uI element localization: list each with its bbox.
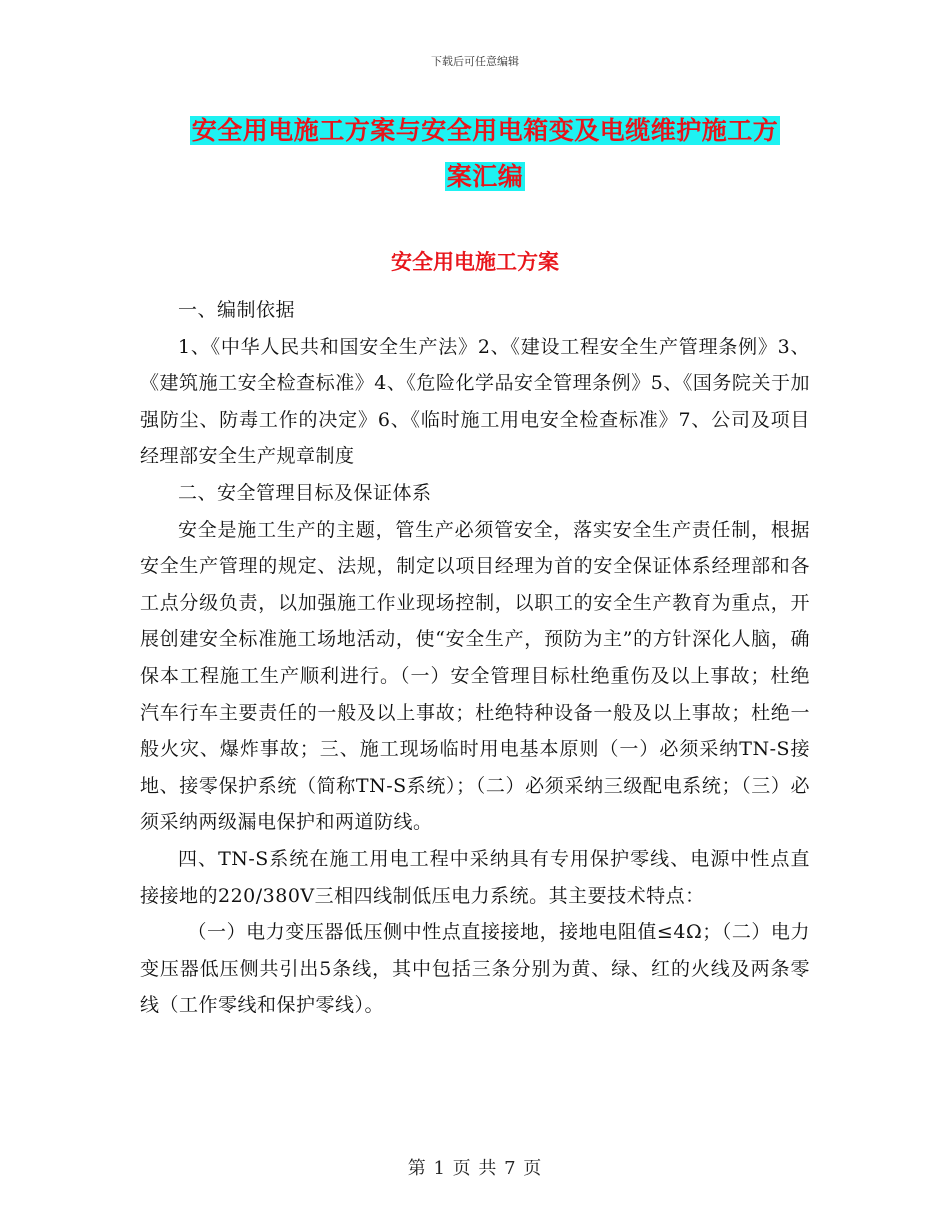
document-title-line-2: 案汇编: [446, 162, 524, 191]
paragraph-safety-principles: 安全是施工生产的主题，管生产必须管安全，落实安全生产责任制，根据安全生产管理的规定、法规，制定以项目经理为首的安全保证体系经理部和各工点分级负责，以加强施工作业现场控制，以职工的安全生产教育为重点，开展创建安全标准施工场地活动，使“安全生产，预防为主”的方针深化人脑，确保本工程施工生产顺利进行。（一）安全管理目标杜绝重伤及以上事故；杜绝汽车行车主要责任的一般及以上事故；杜绝特种设备一般及以上事故；杜绝一般火灾、爆炸事故；三、施工现场临时用电基本原则（一）必须采纳TN-S接地、接零保护系统（简称TN-S系统）；（二）必须采纳三级配电系统；（三）必须采纳两级漏电保护和两道防线。: [140, 518, 810, 834]
paragraph-goal-heading: 二、安全管理目标及保证体系: [178, 481, 432, 504]
document-title-line-1: 安全用电施工方案与安全用电箱变及电缆维护施工方: [191, 116, 779, 145]
paragraph-basis-list: 1、《中华人民共和国安全生产法》2、《建设工程安全生产管理条例》3、《建筑施工安全检查标准》4、《危险化学品安全管理条例》5、《国务院关于加强防尘、防毒工作的决定》6、《临时施工用电安全检查标准》7、公司及项目经理部安全生产规章制度: [140, 335, 810, 468]
document-body: [140, 292, 810, 1024]
section-title: 安全用电施工方案: [391, 250, 559, 274]
document-title: [150, 108, 820, 200]
paragraph-basis-heading: 一、编制依据: [178, 299, 296, 321]
paragraph-transformer-notes: （一）电力变压器低压侧中性点直接接地，接地电阻值≤4Ω；（二）电力变压器低压侧共引出5条线，其中包括三条分别为黄、绿、红的火线及两条零线（工作零线和保护零线）。: [140, 921, 810, 1017]
paragraph-tns-system: 四、TN-S系统在施工用电工程中采纳具有专用保护零线、电源中性点直接接地的220/380V三相四线制低压电力系统。其主要技术特点：: [140, 847, 810, 907]
page-number-footer: 第 1 页 共 7 页: [407, 1158, 543, 1179]
page-header-note: 下载后可任意编辑: [431, 55, 519, 68]
